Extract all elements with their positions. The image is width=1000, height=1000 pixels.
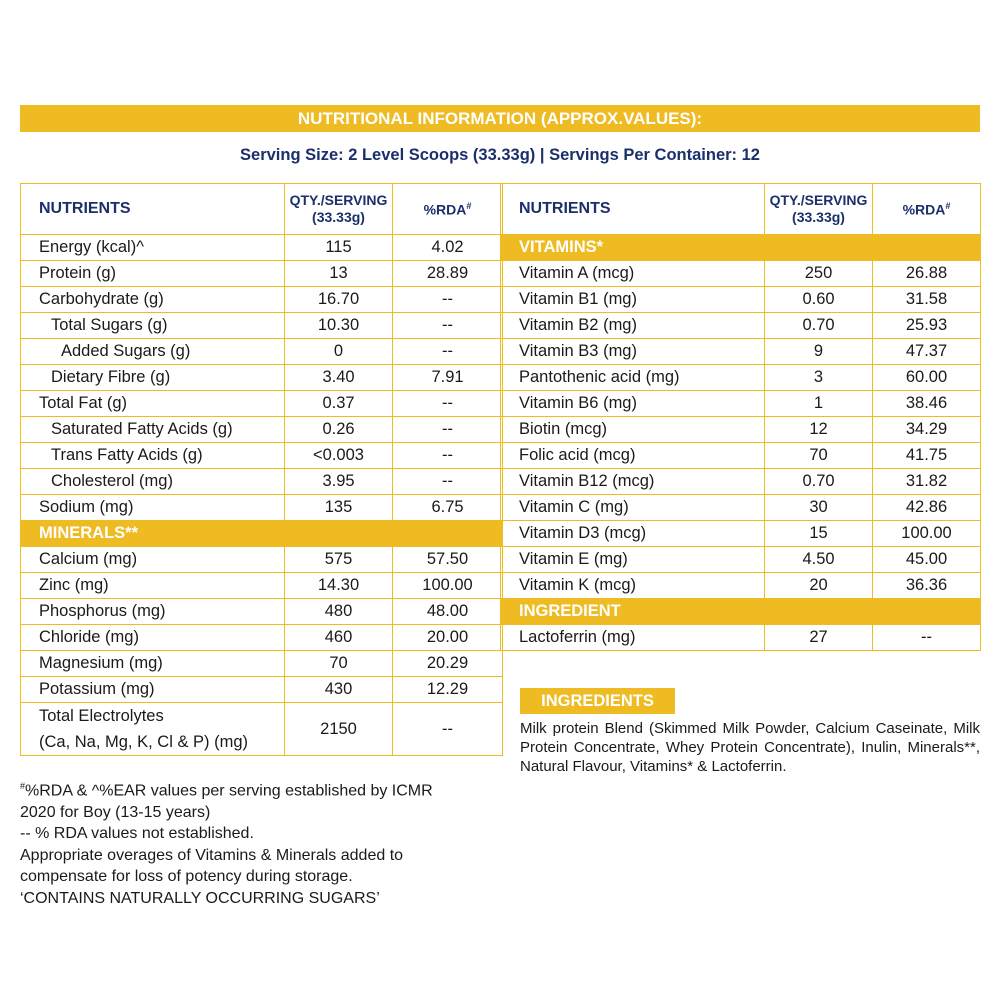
footnote-rda-text: %RDA & ^%EAR values per serving established by ICMR 2020 for Boy (13-15 years) — [20, 782, 433, 821]
qty-per-serving: 3.95 — [285, 469, 393, 495]
qty-per-serving: 12 — [765, 417, 873, 443]
rda-percent: -- — [873, 625, 981, 651]
table-header-row — [501, 184, 981, 235]
qty-per-serving: 30 — [765, 495, 873, 521]
electrolytes-detail: (Ca, Na, Mg, K, Cl & P) (mg) — [39, 733, 249, 751]
nutrient-name: Magnesium (mg) — [21, 651, 285, 677]
table-row — [21, 287, 503, 313]
header-nutrients: NUTRIENTS — [21, 184, 285, 235]
header-qty-line1: QTY./SERVING — [769, 192, 868, 208]
table-row — [501, 391, 981, 417]
table-row — [501, 339, 981, 365]
table-row — [21, 547, 503, 573]
header-qty-line2: (33.33g) — [792, 209, 845, 225]
rda-percent: -- — [393, 469, 503, 495]
nutrition-banner: NUTRITIONAL INFORMATION (APPROX.VALUES): — [20, 105, 980, 132]
rda-percent: 100.00 — [873, 521, 981, 547]
nutrient-name — [21, 703, 285, 756]
nutrient-name: Protein (g) — [21, 261, 285, 287]
header-qty-serving — [285, 184, 393, 235]
table-row — [21, 469, 503, 495]
rda-percent: 42.86 — [873, 495, 981, 521]
qty-per-serving: 115 — [285, 235, 393, 261]
header-qty-line2: (33.33g) — [312, 209, 365, 225]
ingredients-text: Milk protein Blend (Skimmed Milk Powder, Calcium Caseinate, Milk Protein Concentrate, Whey Protein Concentrate), Inulin, Minerals**, Natural Flavour, Vitamins* & Lactoferrin. — [520, 720, 980, 775]
nutrient-name: Saturated Fatty Acids (g) — [21, 417, 285, 443]
rda-percent: 41.75 — [873, 443, 981, 469]
nutrient-name: Zinc (mg) — [21, 573, 285, 599]
qty-per-serving: 0.60 — [765, 287, 873, 313]
qty-per-serving: 15 — [765, 521, 873, 547]
nutrient-name: Folic acid (mcg) — [501, 443, 765, 469]
nutrient-name: Pantothenic acid (mg) — [501, 365, 765, 391]
qty-per-serving: 14.30 — [285, 573, 393, 599]
footnote-natural-sugars: ‘CONTAINS NATURALLY OCCURRING SUGARS’ — [20, 889, 380, 907]
qty-per-serving: 9 — [765, 339, 873, 365]
table-row — [21, 495, 503, 521]
nutrients-table-right — [500, 183, 981, 651]
rda-percent: 6.75 — [393, 495, 503, 521]
table-row — [501, 547, 981, 573]
qty-per-serving: <0.003 — [285, 443, 393, 469]
nutrient-name: Vitamin B3 (mg) — [501, 339, 765, 365]
electrolytes-label: Total Electrolytes — [39, 707, 164, 725]
qty-per-serving: 0 — [285, 339, 393, 365]
qty-per-serving: 13 — [285, 261, 393, 287]
rda-percent: 36.36 — [873, 573, 981, 599]
nutrient-name: Total Fat (g) — [21, 391, 285, 417]
nutrient-name: Vitamin D3 (mcg) — [501, 521, 765, 547]
table-row — [501, 573, 981, 599]
nutrient-name: Lactoferrin (mg) — [501, 625, 765, 651]
ingredient-section-label: INGREDIENT — [501, 599, 981, 625]
table-row — [21, 573, 503, 599]
qty-per-serving: 0.26 — [285, 417, 393, 443]
qty-per-serving: 2150 — [285, 703, 393, 756]
minerals-section-label: MINERALS** — [21, 521, 503, 547]
table-row — [501, 495, 981, 521]
table-row — [21, 261, 503, 287]
rda-percent: 38.46 — [873, 391, 981, 417]
ingredients-heading: INGREDIENTS — [520, 688, 675, 714]
table-row — [21, 339, 503, 365]
header-rda-mark: # — [945, 200, 951, 211]
table-row — [21, 313, 503, 339]
footnotes — [20, 776, 510, 909]
ingredient-section — [501, 599, 981, 625]
qty-per-serving: 27 — [765, 625, 873, 651]
nutrient-name: Energy (kcal)^ — [21, 235, 285, 261]
nutrient-name: Vitamin B2 (mg) — [501, 313, 765, 339]
rda-percent: 34.29 — [873, 417, 981, 443]
qty-per-serving: 0.70 — [765, 313, 873, 339]
rda-percent: 12.29 — [393, 677, 503, 703]
table-row — [501, 521, 981, 547]
minerals-section — [21, 521, 503, 547]
nutrient-name: Vitamin B12 (mcg) — [501, 469, 765, 495]
rda-percent: 48.00 — [393, 599, 503, 625]
nutrient-name: Added Sugars (g) — [21, 339, 285, 365]
nutrient-name: Vitamin C (mg) — [501, 495, 765, 521]
nutrient-name: Chloride (mg) — [21, 625, 285, 651]
nutrient-name: Total Sugars (g) — [21, 313, 285, 339]
nutrient-name: Dietary Fibre (g) — [21, 365, 285, 391]
nutrients-table-left — [20, 183, 503, 756]
table-row — [501, 365, 981, 391]
table-row — [21, 391, 503, 417]
nutrient-name: Vitamin B1 (mg) — [501, 287, 765, 313]
table-row — [21, 677, 503, 703]
qty-per-serving: 70 — [765, 443, 873, 469]
header-rda — [873, 184, 981, 235]
rda-percent: 4.02 — [393, 235, 503, 261]
footnote-overages: Appropriate overages of Vitamins & Minerals added to compensate for loss of potency during storage. — [20, 846, 404, 886]
rda-percent: -- — [393, 391, 503, 417]
rda-percent: -- — [393, 703, 503, 756]
header-rda-label: %RDA — [423, 201, 467, 218]
rda-percent: 26.88 — [873, 261, 981, 287]
rda-percent: 20.00 — [393, 625, 503, 651]
header-qty-serving — [765, 184, 873, 235]
footnote-mark: # — [20, 781, 26, 791]
table-row — [501, 261, 981, 287]
table-row — [21, 703, 503, 756]
qty-per-serving: 575 — [285, 547, 393, 573]
header-qty-line1: QTY./SERVING — [289, 192, 388, 208]
table-header-row — [21, 184, 503, 235]
qty-per-serving: 10.30 — [285, 313, 393, 339]
rda-percent: -- — [393, 313, 503, 339]
table-row — [21, 365, 503, 391]
rda-percent: 100.00 — [393, 573, 503, 599]
qty-per-serving: 0.70 — [765, 469, 873, 495]
nutrient-name: Sodium (mg) — [21, 495, 285, 521]
nutrient-name: Carbohydrate (g) — [21, 287, 285, 313]
table-row — [21, 235, 503, 261]
table-row — [501, 469, 981, 495]
table-row — [501, 313, 981, 339]
table-row — [501, 417, 981, 443]
nutrient-name: Biotin (mcg) — [501, 417, 765, 443]
nutrient-name: Vitamin E (mg) — [501, 547, 765, 573]
table-row — [21, 443, 503, 469]
rda-percent: 57.50 — [393, 547, 503, 573]
table-row — [501, 443, 981, 469]
rda-percent: 25.93 — [873, 313, 981, 339]
header-rda — [393, 184, 503, 235]
table-row — [21, 651, 503, 677]
rda-percent: -- — [393, 287, 503, 313]
qty-per-serving: 4.50 — [765, 547, 873, 573]
rda-percent: 20.29 — [393, 651, 503, 677]
rda-percent: -- — [393, 443, 503, 469]
header-rda-mark: # — [466, 200, 472, 211]
nutrient-name: Potassium (mg) — [21, 677, 285, 703]
qty-per-serving: 250 — [765, 261, 873, 287]
rda-percent: 28.89 — [393, 261, 503, 287]
rda-percent: -- — [393, 339, 503, 365]
header-nutrients: NUTRIENTS — [501, 184, 765, 235]
footnote-not-established: -- % RDA values not established. — [20, 825, 254, 843]
qty-per-serving: 70 — [285, 651, 393, 677]
nutrient-name: Vitamin B6 (mg) — [501, 391, 765, 417]
vitamins-section — [501, 235, 981, 261]
qty-per-serving: 460 — [285, 625, 393, 651]
serving-size-line: Serving Size: 2 Level Scoops (33.33g) | Servings Per Container: 12 — [240, 146, 760, 164]
qty-per-serving: 16.70 — [285, 287, 393, 313]
nutrient-name: Phosphorus (mg) — [21, 599, 285, 625]
table-row — [21, 599, 503, 625]
qty-per-serving: 3.40 — [285, 365, 393, 391]
table-row — [501, 625, 981, 651]
footnote-rda-basis — [20, 776, 510, 823]
nutrient-name: Cholesterol (mg) — [21, 469, 285, 495]
rda-percent: 60.00 — [873, 365, 981, 391]
qty-per-serving: 135 — [285, 495, 393, 521]
rda-percent: 47.37 — [873, 339, 981, 365]
nutrient-name: Vitamin A (mcg) — [501, 261, 765, 287]
nutrient-name: Calcium (mg) — [21, 547, 285, 573]
nutrient-name: Vitamin K (mcg) — [501, 573, 765, 599]
qty-per-serving: 20 — [765, 573, 873, 599]
qty-per-serving: 3 — [765, 365, 873, 391]
nutrient-name: Trans Fatty Acids (g) — [21, 443, 285, 469]
qty-per-serving: 480 — [285, 599, 393, 625]
rda-percent: -- — [393, 417, 503, 443]
table-row — [21, 417, 503, 443]
qty-per-serving: 0.37 — [285, 391, 393, 417]
rda-percent: 7.91 — [393, 365, 503, 391]
rda-percent: 45.00 — [873, 547, 981, 573]
qty-per-serving: 430 — [285, 677, 393, 703]
qty-per-serving: 1 — [765, 391, 873, 417]
header-rda-label: %RDA — [902, 201, 946, 218]
rda-percent: 31.82 — [873, 469, 981, 495]
table-row — [501, 287, 981, 313]
vitamins-section-label: VITAMINS* — [501, 235, 981, 261]
rda-percent: 31.58 — [873, 287, 981, 313]
table-row — [21, 625, 503, 651]
